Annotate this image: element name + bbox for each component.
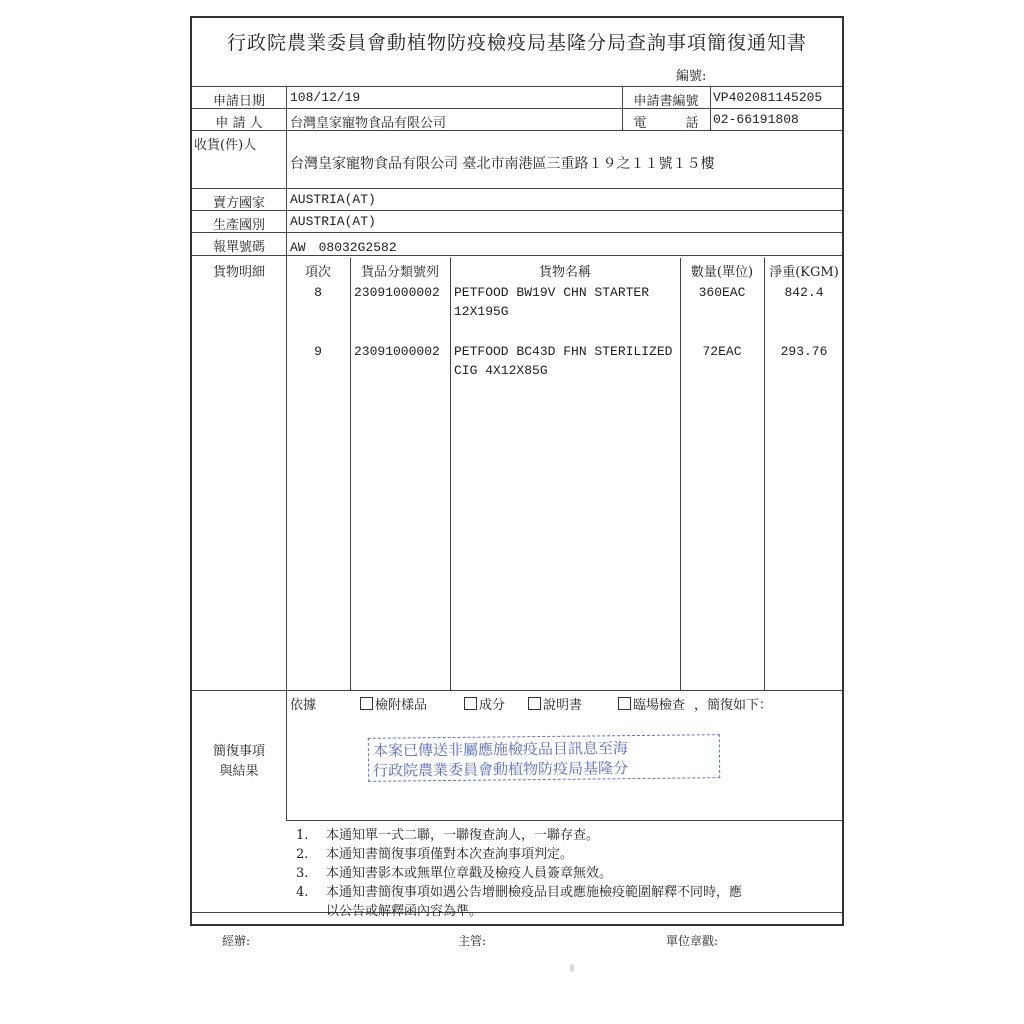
official-stamp [368, 734, 720, 782]
option-ingredients[interactable]: 成分 [464, 694, 505, 713]
notes-list [296, 826, 742, 921]
seller-country-label: 賣方國家 [212, 196, 265, 211]
stamp-line: 行政院農業委員會動植物防疫局基隆分 [373, 759, 629, 780]
row-goods-name: PETFOOD BW19V CHN STARTER [454, 285, 650, 300]
consignee-value: 台灣皇家寵物食品有限公司 臺北市南港區三重路１９之１１號１５樓 [290, 156, 715, 172]
row-classification-code: 23091000002 [354, 344, 440, 359]
phone-label: 電 話 [633, 116, 699, 131]
list-item: 3. 本通知書影本或無單位章戳及檢疫人員簽章無效。 [296, 866, 613, 881]
reply-tail-text: ，簡復如下： [694, 698, 773, 713]
apply-date-value: 108/12/19 [290, 90, 361, 105]
unit-seal-label: 單位章戳: [666, 934, 719, 948]
checkbox-icon [618, 697, 631, 710]
checkbox-icon [528, 697, 541, 710]
phone-value: 02-66191808 [713, 112, 799, 127]
column-header-weight: 淨重(KGM) [769, 265, 839, 280]
column-header-name: 貨物名稱 [538, 265, 591, 280]
row-quantity: 360EAC [698, 285, 746, 300]
row-quantity: 72EAC [702, 344, 742, 359]
goods-detail-label: 貨物明細 [212, 265, 265, 280]
notification-form [190, 16, 844, 926]
checkbox-icon [464, 697, 477, 710]
apply-date-label: 申請日期 [212, 94, 265, 109]
declaration-number-value: AW 08032G2582 [290, 240, 397, 255]
list-item: 4. 本通知書簡復事項如遇公告增刪檢疫品目或應施檢疫範圍解釋不同時，應 [296, 885, 743, 900]
row-item-number: 9 [314, 344, 322, 359]
applicant-value: 台灣皇家寵物食品有限公司 [290, 116, 447, 131]
row-goods-name: PETFOOD BC43D FHN STERILIZED [454, 344, 673, 359]
reply-label-line1: 簡復事項 [212, 744, 265, 759]
list-item: 1. 本通知單一式二聯，一聯復查詢人，一聯存查。 [296, 828, 600, 843]
applicant-label: 申 請 人 [215, 116, 263, 131]
list-item: 2. 本通知書簡復事項僅對本次查詢事項判定。 [296, 847, 574, 862]
handler-label: 經辦: [222, 934, 251, 948]
column-header-code: 貨品分類號列 [360, 265, 439, 280]
serial-number-label: 編號: [676, 69, 707, 84]
seller-country-value: AUSTRIA(AT) [290, 192, 376, 207]
row-classification-code: 23091000002 [354, 285, 440, 300]
column-header-item: 項次 [304, 265, 331, 280]
form-title: 行政院農業委員會動植物防疫檢疫局基隆分局查詢事項簡復通知書 [226, 32, 807, 54]
option-manual[interactable]: 說明書 [528, 694, 582, 713]
origin-country-value: AUSTRIA(AT) [290, 214, 376, 229]
form-number-label: 申請書編號 [633, 94, 699, 109]
row-net-weight: 842.4 [784, 285, 824, 300]
reply-label-line2: 與結果 [219, 764, 259, 779]
option-sample[interactable]: 檢附樣品 [360, 694, 427, 713]
origin-country-label: 生產國別 [212, 218, 265, 233]
row-net-weight: 293.76 [780, 344, 828, 359]
row-item-number: 8 [314, 285, 322, 300]
basis-label: 依據 [290, 698, 317, 713]
row-goods-name-cont: 12X195G [454, 304, 509, 319]
declaration-number-label: 報單號碼 [212, 240, 265, 255]
option-onsite-inspection[interactable]: 臨場檢查 [618, 694, 685, 713]
column-header-quantity: 數量(單位) [690, 265, 754, 280]
list-item-continuation: 以公告或解釋函內容為準。 [326, 904, 483, 919]
checkbox-icon [360, 697, 373, 710]
form-number-value: VP402081145205 [713, 90, 823, 105]
row-goods-name-cont: CIG 4X12X85G [454, 363, 548, 378]
consignee-label: 收貨(件)人 [194, 138, 257, 153]
supervisor-label: 主管: [458, 934, 487, 948]
stamp-line: 本案已傳送非屬應施檢疫品目訊息至海 [372, 739, 629, 760]
scan-speck [570, 964, 574, 972]
